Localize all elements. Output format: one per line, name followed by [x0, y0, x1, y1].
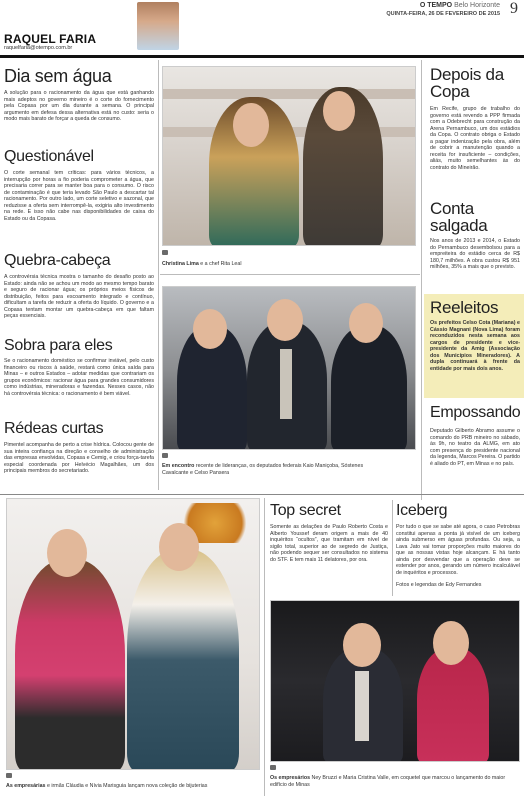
column-divider — [392, 500, 393, 596]
photo-caption-2-icon — [162, 453, 416, 461]
columnist-name: RAQUEL FARIA — [4, 32, 97, 46]
camera-icon — [270, 765, 276, 770]
section-title-questionavel: Questionável — [4, 148, 94, 165]
shirt — [355, 671, 369, 741]
photo-caption-1-text — [162, 261, 416, 269]
column-divider — [158, 60, 159, 490]
person-face — [233, 103, 269, 147]
section-title-empossando: Empossando — [430, 404, 521, 421]
divider — [0, 494, 524, 495]
photo-empresarios — [270, 600, 520, 762]
photo-caption-3 — [6, 783, 266, 797]
section-title-depois-da-copa: Depois da Copa — [430, 65, 504, 101]
section-title-iceberg: Iceberg — [396, 502, 448, 519]
section-text-top-secret: Somente as delações de Paulo Roberto Costa e Alberto Youssef deram origem a mais de 40 inquéritos “ocultos”, que tramitam em nível de sigilo total, superior ao de segredo de Justiça, não podendo sequer ser consultados no sistema do STF. E tem mais 11 delatores, por ora. — [270, 524, 388, 563]
section-title-dia-sem-agua: Dia sem água — [4, 66, 112, 86]
caption-name: Christina Lima — [162, 261, 199, 267]
section-text-conta-salgada: Nos anos de 2013 e 2014, o Estado do Pernambuco desembolsou para a empreiteira do estádio cerca de R$ 180,7 milhões. A obra custou R$ 951 milhões, 35% a mais que o previsto. — [430, 238, 520, 270]
person-figure — [15, 559, 125, 770]
section-text-iceberg: Por tudo o que se sabe até agora, o caso Petrobras constitui apenas a ponta já visível de um iceberg ainda submerso em águas profundas. Ou seja, a Lava Jato vai tomar proporções muito maiores do que as nossas vistas hoje alcançam. E há tanto ainda por desvendar que a operação deve se estender por anos, gerando um número incalculável de inquéritos e processos. — [396, 524, 520, 576]
section-title-sobra-para-eles: Sobra para eles — [4, 337, 113, 354]
column-divider — [421, 60, 422, 500]
section-text-sobra-para-eles: Se o racionamento doméstico se confirmar inviável, pelo custo financeiro ou riscos à saúde, restará como única saída para Minas – e outros Estados – adotar medidas que contrariam os grupos econômicos: racionar água para grandes consumidores como indústrias, mineradoras e fazendas. Nesses casos, não há controvérsia técnica: o racionamento é bem viável. — [4, 358, 154, 397]
shelf — [163, 89, 416, 99]
caption-name: Os empresários — [270, 775, 311, 781]
issue-date: QUINTA-FEIRA, 26 DE FEVEREIRO DE 2015 — [386, 11, 500, 17]
photo-caption-4-icon — [270, 765, 520, 773]
page-number: 9 — [510, 0, 518, 17]
section-text-reeleitos: Os prefeitos Celso Cota (Mariana) e Cássio Magnani (Nova Lima) foram reconduzidos nesta semana aos cargos de presidente e vice-presidente da Amig (Associação dos Municípios Mineradores). A dupla continuará à frente da entidade por mais dois anos. — [430, 320, 520, 372]
photo-caption-1 — [162, 250, 416, 258]
photo-caption-2 — [162, 463, 372, 485]
section-text-dia-sem-agua: A solução para o racionamento da água que está ganhando mais adeptos no governo mineiro é o corte do fornecimento pela Copasa por um dia durante a semana. O principal argumento em defesa dessa alternativa está no custo: seria o modo mais barato de forçar a queda de consumo. — [4, 90, 154, 122]
person-face — [267, 299, 303, 341]
photo-caption-4 — [270, 775, 520, 789]
camera-icon — [6, 773, 12, 778]
newspaper-brand — [420, 2, 500, 9]
person-face — [159, 523, 199, 571]
photo-deputados — [162, 286, 416, 450]
photo-caption-3-icon — [6, 773, 260, 781]
caption-name: As empresárias — [6, 783, 46, 789]
column-divider — [264, 498, 265, 796]
photo-credit: Fotos e legendas de Edy Fernandes — [396, 582, 482, 588]
person-face — [47, 529, 87, 577]
brand-city: Belo Horizonte — [454, 2, 500, 9]
caption-rest: e irmãs Cláudia e Nívia Marisguia lançam nova coleção de bijuterias — [45, 783, 208, 789]
person-face — [349, 303, 383, 343]
columnist-email[interactable]: raquelfaria@otempo.com.br — [4, 45, 73, 51]
camera-icon — [162, 250, 168, 255]
person-figure — [331, 325, 407, 450]
section-text-redeas-curtas: Pimentel acompanha de perto a crise hídrica. Colocou gente de sua inteira confiança na direção e conselho de administração das empresas envolvidas, Copasa e Cemig, e criou força-tarefa especial coordenada por Helvécio Magalhães, um dos principais membros do secretariado. — [4, 442, 154, 474]
masthead — [0, 0, 524, 30]
photo-empresarias — [6, 498, 260, 770]
person-face — [343, 623, 381, 667]
section-title-reeleitos: Reeleitos — [430, 298, 499, 317]
caption-rest: e a chef Rita Leal — [198, 261, 242, 267]
caption-rest: recente de lideranças, os deputados federais Kaio Maniçoba, Sóstenes Cavalcante e Celso Pansera — [162, 463, 364, 476]
brand-name: O TEMPO — [419, 2, 453, 9]
person-face — [433, 621, 469, 665]
section-title-quebra-cabeca: Quebra-cabeça — [4, 252, 111, 269]
section-text-questionavel: O corte semanal tem críticas: para vários técnicos, a interrupção por horas a fio poderia comprometer a água, que precisaria correr para se manter boa para o consumo. O risco de contaminação é que teria levado São Paulo a descartar tal racionamento. Por outro lado, um corte seletivo e sazonal, que reduzisse a oferta sem interrompê-la, exigiria alto investimento na rede. E isso não cabe nas disponibilidades de caixa do Estado ou da Copasa. — [4, 170, 154, 222]
section-text-empossando: Deputado Gilberto Abramo assume o comando do PRB mineiro no sábado, às 9h, no teatro da ALMG, em ato com presença do presidente nacional da legenda, Marcos Pereira. O partido é aliado do PT, em Minas e no país. — [430, 428, 520, 467]
camera-icon — [162, 453, 168, 458]
caption-rest: Ney Bruzzi e Maria Cristina Valle, em coquetel que marcou o lançamento do maior edifício de Minas — [270, 775, 506, 788]
caption-name: Em encontro — [162, 463, 195, 469]
divider — [160, 274, 420, 275]
person-figure — [127, 549, 239, 770]
columnist-photo — [137, 2, 179, 50]
shirt — [280, 349, 292, 419]
section-title-conta-salgada: Conta salgada — [430, 199, 488, 235]
section-text-quebra-cabeca: A controvérsia técnica mostra o tamanho do desafio posto ao Estado: ainda não se achou um modo ao mesmo tempo barato e seguro de racionar água; os próprios meios físicos de distribuição, feitos para escoamento integrado e contínuo, dificultam a tarefa de reduzir a oferta do líquido. O governo e a Copasa tentam montar um quebra-cabeça em que faltam peças essenciais. — [4, 274, 154, 319]
header-rule — [0, 55, 524, 58]
section-title-top-secret: Top secret — [270, 502, 341, 519]
photo-christina-lima — [162, 66, 416, 246]
person-face — [323, 91, 355, 131]
section-text-depois-da-copa: Em Recife, grupo de trabalho do governo está revendo a PPP firmada com a Odebrecht para construção da Arena Pernambuco, um dos estádios da Copa. O contrato obriga o Estado a pagar indenização pela obra, além de cobrir a manutenção quando a receita for insuficiente – condições, aliás, muito semelhantes às do contrato do Mineirão. — [430, 106, 520, 171]
person-face — [193, 309, 227, 349]
section-title-redeas-curtas: Rédeas curtas — [4, 420, 104, 437]
